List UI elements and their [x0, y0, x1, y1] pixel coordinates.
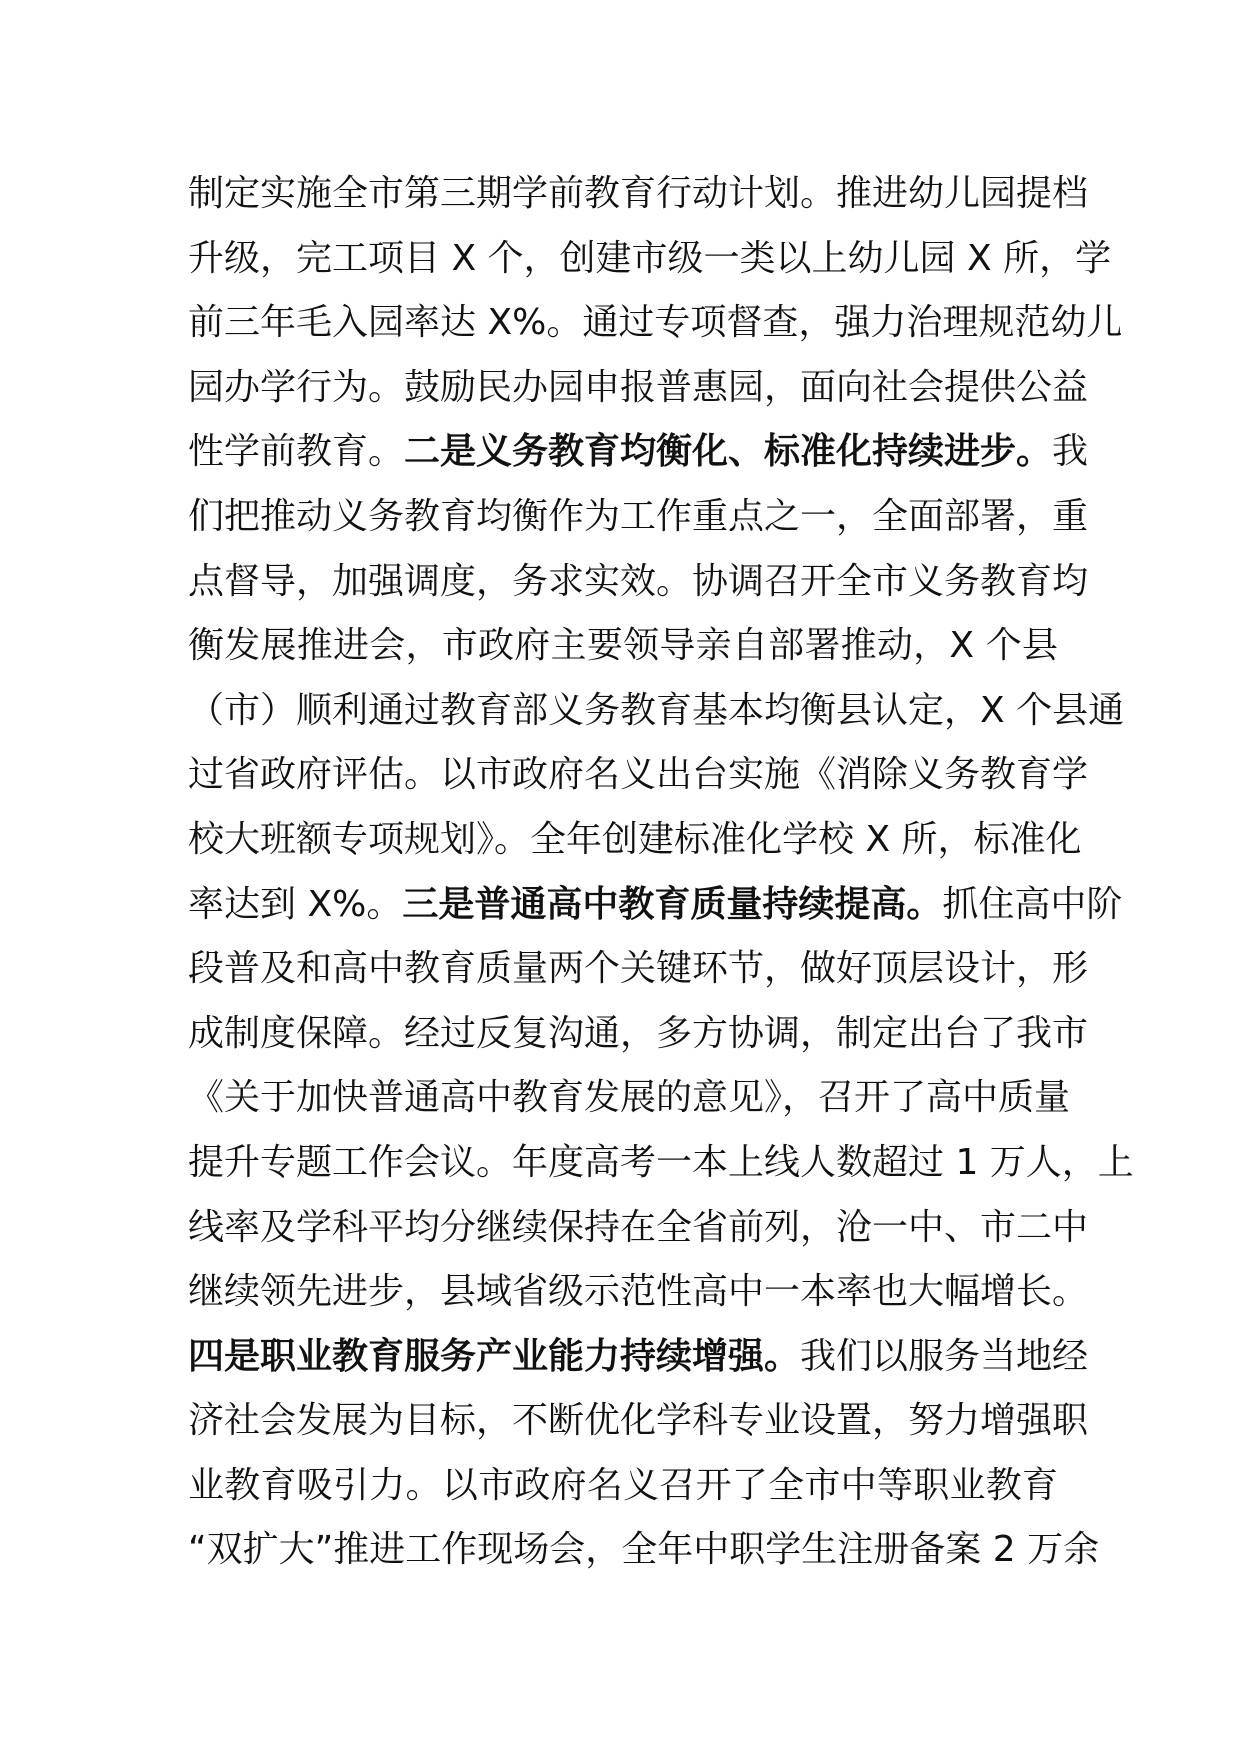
text-segment: 点督导，加强调度，务求实效。协调召开全市义务教育均: [188, 560, 1089, 602]
text-segment: 成制度保障。经过反复沟通，多方协调，制定出台了我市: [188, 1012, 1089, 1054]
text-segment: （市）顺利通过教育部义务教育基本均衡县认定，X 个县通: [188, 689, 1125, 731]
text-line: [188, 227, 1112, 292]
text-line: [188, 743, 1089, 808]
bold-heading-text: 四是职业教育服务产业能力持续增强。: [188, 1335, 801, 1377]
text-segment: 前三年毛入园率达 X%。通过专项督查，强力治理规范幼儿: [188, 302, 1123, 344]
text-segment: 率达到 X%。: [188, 883, 403, 925]
text-line: [188, 808, 1082, 873]
text-segment: 线率及学科平均分继续保持在全省前列，沧一中、市二中: [188, 1206, 1089, 1248]
text-line: [188, 420, 1089, 485]
text-line: [188, 162, 1089, 227]
text-line: [188, 1131, 1134, 1196]
text-segment: 业教育吸引力。以市政府名义召开了全市中等职业教育: [188, 1464, 1058, 1506]
text-line: [188, 1002, 1089, 1067]
text-line: [188, 356, 1089, 421]
text-line: [188, 1389, 1089, 1454]
text-segment: 制定实施全市第三期学前教育行动计划。推进幼儿园提档: [188, 173, 1089, 214]
text-line: [188, 1260, 1089, 1325]
text-segment: 提升专题工作会议。年度高考一本上线人数超过 1 万人，上: [188, 1141, 1134, 1183]
text-segment: 继续领先进步，县域省级示范性高中一本率也大幅增长。: [188, 1271, 1089, 1313]
text-line: [188, 291, 1123, 356]
text-segment: 抓住高中阶: [942, 883, 1123, 925]
text-segment: 衡发展推进会，市政府主要领导亲自部署推动，X 个县: [188, 625, 1058, 667]
text-line: [188, 485, 1089, 550]
text-segment: 我: [1052, 431, 1089, 473]
text-line: [188, 1325, 1089, 1390]
text-segment: 济社会发展为目标，不断优化学科专业设置，努力增强职: [188, 1400, 1089, 1442]
text-line: [188, 937, 1089, 1002]
text-line: [188, 1518, 1100, 1583]
text-line: [188, 873, 1123, 938]
text-line: [188, 1196, 1089, 1261]
text-segment: 性学前教育。: [188, 431, 405, 473]
text-segment: 园办学行为。鼓励民办园申报普惠园，面向社会提供公益: [188, 366, 1089, 408]
text-segment: 校大班额专项规划》。全年创建标准化学校 X 所，标准化: [188, 818, 1082, 860]
text-line: [188, 550, 1089, 615]
text-segment: 《关于加快普通高中教育发展的意见》，召开了高中质量: [188, 1077, 1071, 1119]
text-line: [188, 614, 1058, 679]
text-segment: 升级，完工项目 X 个，创建市级一类以上幼儿园 X 所，学: [188, 237, 1112, 279]
text-segment: 们把推动义务教育均衡作为工作重点之一，全面部署，重: [188, 495, 1089, 537]
text-line: [188, 679, 1125, 744]
text-segment: “双扩大”推进工作现场会，全年中职学生注册备案 2 万余: [188, 1529, 1100, 1571]
text-segment: 我们以服务当地经: [800, 1335, 1089, 1377]
text-line: [188, 1454, 1058, 1519]
text-segment: 过省政府评估。以市政府名义出台实施《消除义务教育学: [188, 754, 1089, 796]
text-segment: 段普及和高中教育质量两个关键环节，做好顶层设计，形: [188, 948, 1089, 990]
bold-heading-text: 二是义务教育均衡化、标准化持续进步。: [404, 431, 1053, 473]
text-line: [188, 1066, 1071, 1131]
bold-heading-text: 三是普通高中教育质量持续提高。: [402, 883, 943, 925]
body-text: [188, 162, 1134, 1583]
